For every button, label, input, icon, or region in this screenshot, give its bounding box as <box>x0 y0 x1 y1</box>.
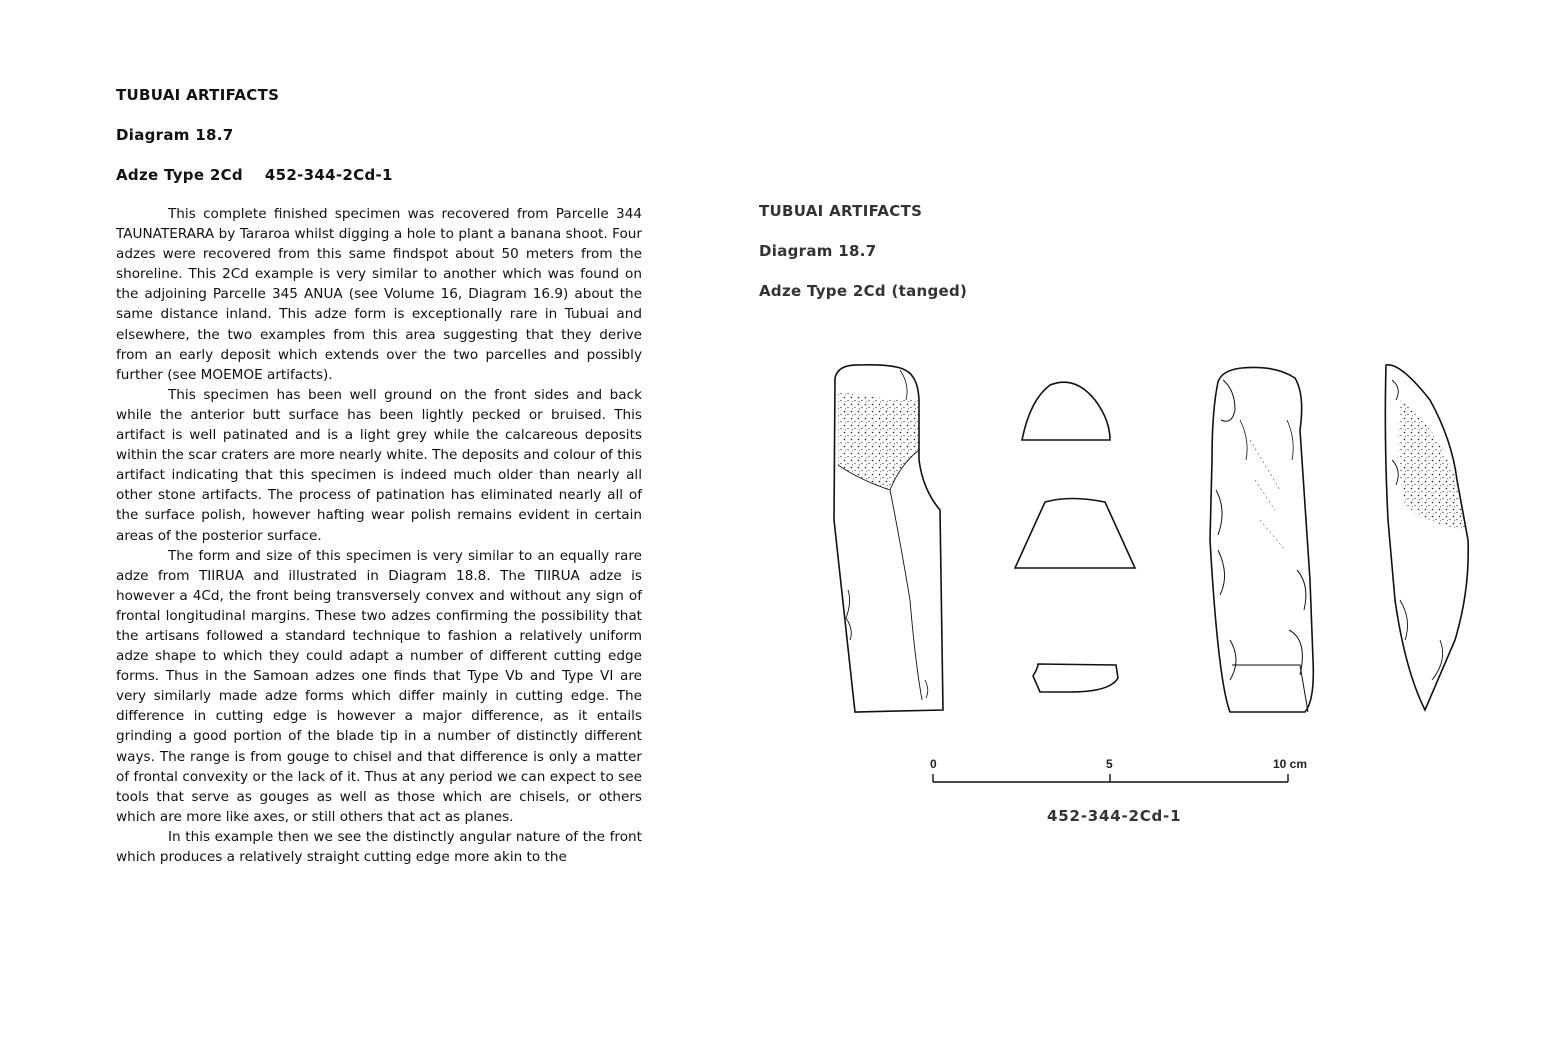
scale-bar <box>930 757 1307 782</box>
adze-type-label: Adze Type 2Cd <box>116 166 243 184</box>
mid-section <box>1015 499 1135 569</box>
adze-back-view <box>1210 367 1313 712</box>
adze-type-heading <box>116 166 393 184</box>
adze-drawings <box>780 340 1559 771</box>
paragraph-2: This specimen has been well ground on the front sides and back while the anterior butt surface has been lightly pecked or bruised. This artifact is well patinated and is a light grey while the calcareous deposits within the scar craters are more nearly white. The deposits and colour of this artifact indicating that this specimen is indeed much older than nearly all other stone artifacts. The process of patination has eliminated nearly all of the surface polish, however hafting wear polish remains evident in certain areas of the posterior surface. <box>116 386 642 544</box>
adze-side-view <box>1385 365 1468 710</box>
figure-title: TUBUAI ARTIFACTS <box>759 202 923 220</box>
figure-specimen-code: 452-344-2Cd-1 <box>1047 807 1182 825</box>
description-body <box>116 204 642 867</box>
figure-adze-type: Adze Type 2Cd (tanged) <box>759 282 968 300</box>
figure-diagram-number: Diagram 18.7 <box>759 242 877 260</box>
specimen-code: 452-344-2Cd-1 <box>264 166 393 184</box>
diagram-number: Diagram 18.7 <box>116 126 234 144</box>
right-page <box>759 0 1559 1052</box>
paragraph-1: This complete finished specimen was recovered from Parcelle 344 TAUNATERARA by Tararoa whilst digging a hole to plant a banana shoot. Four adzes were recovered from this same findspot about 50 meters from the shoreline. This 2Cd example is very similar to another which was found on the adjoining Parcelle 345 ANUA (see Volume 16, Diagram 16.9) about the same distance inland. This adze form is exceptionally rare in Tubuai and elsewhere, the two examples from this area suggesting that they derive from an early deposit which extends over the two parcelles and possibly further (see MOEMOE artifacts). <box>116 206 642 383</box>
adze-cross-sections <box>1015 382 1135 692</box>
scale-tick-5: 5 <box>1106 757 1113 771</box>
paragraph-4: In this example then we see the distinctly angular nature of the front which produces a relatively straight cutting edge more akin to the <box>116 828 642 865</box>
scale-tick-0: 0 <box>930 757 937 771</box>
paragraph-3: The form and size of this specimen is very similar to an equally rare adze from TIIRUA and illustrated in Diagram 18.8. The TIIRUA adze is however a 4Cd, the front being transversely convex and without any sign of frontal longitudinal margins. These two adzes confirming the possibility that the artisans followed a standard technique to fashion a relatively uniform adze shape to which they could adapt a number of different cutting edge forms. Thus in the Samoan adzes one finds that Type Vb and Type VI are very similarly made adze forms which differ mainly in cutting edge. The difference in cutting edge is however a major difference, as it entails grinding a good portion of the blade tip in a number of distinctly different ways. The range is from gouge to chisel and that difference is only a matter of frontal convexity or the lack of it. Thus at any period we can expect to see tools that serve as gouges as well as those which are chisels, or others which are more like axes, or still others that act as planes. <box>116 547 642 825</box>
page-title: TUBUAI ARTIFACTS <box>116 86 280 104</box>
adze-front-view <box>834 365 943 712</box>
blade-section <box>1033 664 1118 692</box>
butt-section <box>1022 382 1110 440</box>
scale-tick-10: 10 cm <box>1272 757 1308 771</box>
